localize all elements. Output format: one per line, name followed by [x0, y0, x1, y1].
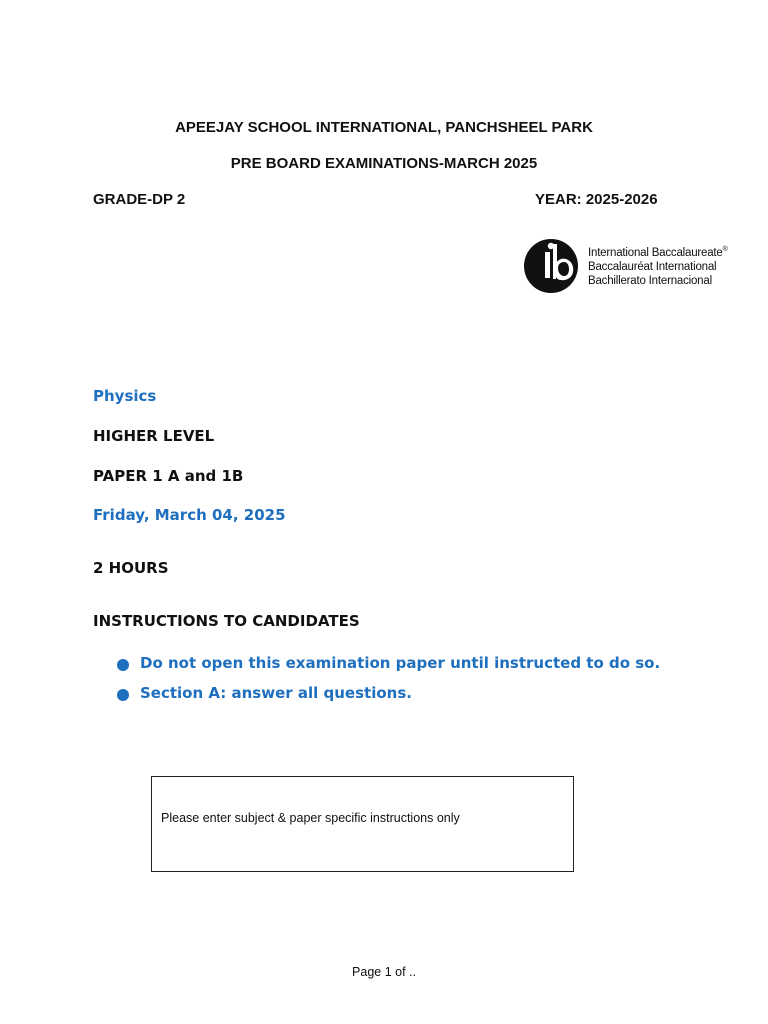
ib-wordmark [588, 243, 728, 288]
bullet-icon [117, 689, 129, 701]
ib-line-1: International Baccalaureate® [588, 246, 728, 259]
ib-line-3: Bachillerato Internacional [588, 274, 712, 287]
exam-date: Friday, March 04, 2025 [93, 506, 286, 524]
ib-line-2: Baccalauréat International [588, 260, 717, 273]
instructions-box-text: Please enter subject & paper specific instructions only [161, 811, 460, 825]
ib-logo-icon [523, 238, 583, 294]
bullet-icon [117, 659, 129, 671]
instructions-box [151, 776, 574, 872]
instruction-item-2: Section A: answer all questions. [140, 684, 412, 702]
exam-title: PRE BOARD EXAMINATIONS-MARCH 2025 [230, 155, 538, 172]
grade-label: GRADE-DP 2 [93, 191, 186, 208]
subject: Physics [93, 387, 157, 405]
instructions-title: INSTRUCTIONS TO CANDIDATES [93, 612, 360, 630]
school-name: APEEJAY SCHOOL INTERNATIONAL, PANCHSHEEL PARK [175, 119, 593, 136]
level: HIGHER LEVEL [93, 427, 215, 445]
duration: 2 HOURS [93, 559, 169, 577]
instruction-item-1: Do not open this examination paper until instructed to do so. [140, 654, 661, 672]
paper: PAPER 1 A and 1B [93, 467, 244, 485]
year-label: YEAR: 2025-2026 [535, 191, 658, 208]
page-number: Page 1 of .. [352, 965, 416, 979]
